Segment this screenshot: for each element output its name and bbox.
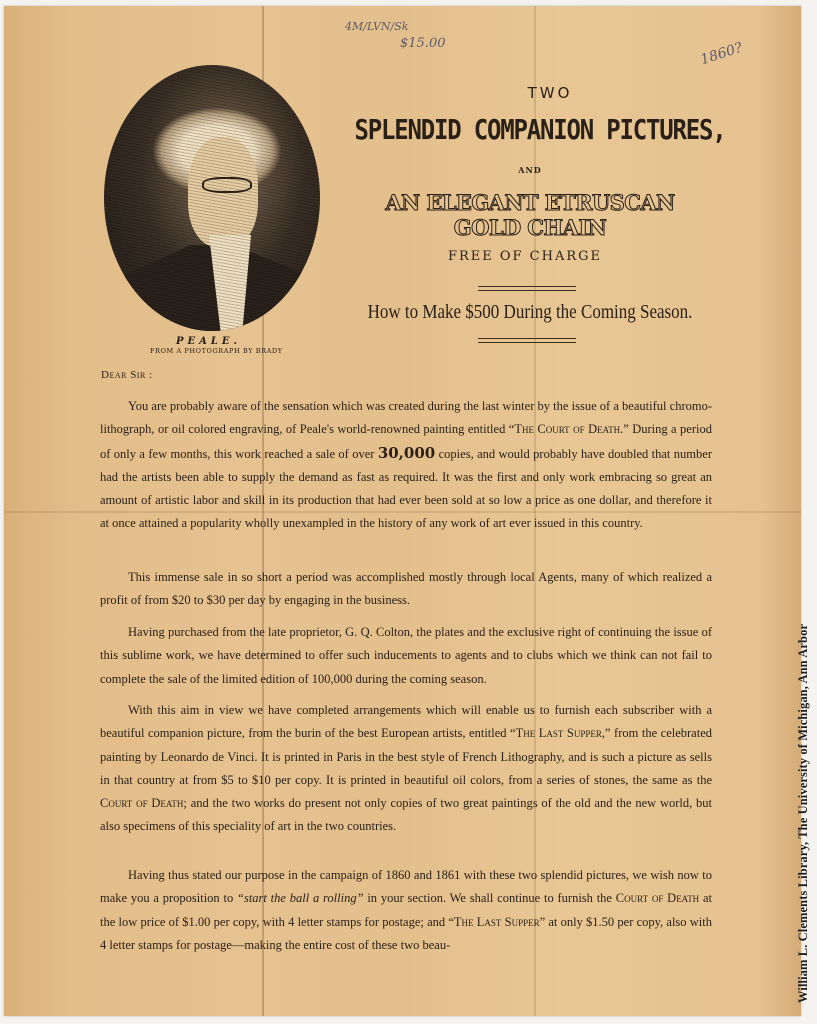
paragraph-5 [100, 864, 712, 957]
portrait-caption-source: FROM A PHOTOGRAPH BY BRADY [150, 347, 283, 355]
text-run: Having thus stated our purpose in the campaign of 1860 and 1861 with these two splendid pictures, we wish now to make you a proposition to [100, 868, 712, 906]
heading-and: AND [518, 165, 542, 175]
text-run: You are probably aware of the sensation which was created during the last winter by the issue of a beautiful chromo-lithograph, or oil colored engraving, of Peale's world-renowned painting entitled “ [100, 399, 712, 437]
heading-free-of-charge: FREE OF CHARGE [447, 249, 603, 264]
text-run: ” at only $1.50 per copy, also with 4 letter stamps for postage—making the entire cost of these two beau- [100, 914, 712, 952]
paragraph-text: Having purchased from the late proprietor, G. Q. Colton, the plates and the exclusive right of continuing the issue of this sublime work, we have determined to offer such inducements to agents and to clubs which we think can not fail to complete the sale of the limited edition of 100,000 during the coming season. [100, 625, 712, 686]
divider-rule [478, 338, 576, 343]
portrait-engraving [104, 65, 322, 335]
paragraph-1 [100, 395, 712, 536]
title-court-of-death: The Court of Death. [514, 422, 624, 437]
text-run: copies, and would probably have doubled that number had the artists been able to supply the demand as fast as required. It was the first and only work embracing so great an amount of artistic labor and skill in its production that had ever been sold at so low a price as one dollar, and therefore it at once attained a popularity wholly unexampled in the history of any work of art ever issued in this country. [100, 446, 712, 531]
portrait-oval [104, 65, 320, 331]
text-run: ; and the two works do present not only copies of two great paintings of the old and the new world, but also specimens of this speciality of art in the two countries. [100, 796, 713, 834]
portrait-caption-name: PEALE. [176, 336, 242, 347]
handwritten-price-note: $15.00 [400, 36, 446, 51]
paragraph-text: This immense sale in so short a period was accomplished mostly through local Agents, many of which realized a profit of from $20 to $30 per day by engaging in the business. [100, 570, 712, 608]
heading-title: SPLENDID COMPANION PICTURES, [354, 113, 726, 147]
copies-sold-figure: 30,000 [377, 443, 436, 462]
title-court-of-death: Court of Death [100, 796, 184, 811]
handwritten-catalog-note: 4M/LVN/Sk [345, 20, 409, 33]
paragraph-4 [100, 699, 712, 839]
paragraph-2 [100, 566, 712, 613]
divider-rule [478, 286, 576, 291]
quoted-phrase: “start the ball a rolling” [237, 891, 364, 906]
heading-gold-chain: AN ELEGANT ETRUSCAN GOLD CHAIN [385, 190, 675, 240]
title-last-supper: The Last Supper [453, 914, 540, 929]
text-run: ” During a period of only a few months, this work reached a sale of over [100, 422, 712, 461]
title-last-supper: The Last Supper, [515, 726, 605, 741]
paragraph-3 [100, 621, 712, 691]
heading-two: TWO [527, 84, 573, 102]
salutation: Dear Sir : [101, 369, 153, 381]
title-court-of-death: Court of Death [615, 891, 700, 906]
text-run: at the low price of $1.00 per copy, with 4 letter stamps for postage; and “ [100, 891, 712, 929]
library-credit-line: William L. Clements Library, The University of Michigan, Ann Arbor [796, 623, 810, 1003]
text-run: With this aim in view we have completed arrangements which will enable us to furnish each subscriber with a beautiful companion picture, from the burin of the best European artists, entitled “ [100, 703, 712, 741]
text-run: ” from the celebrated painting by Leonardo de Vinci. It is printed in Paris in the best style of French Lithography, and is such a picture as sells in that country at from $5 to $10 per copy. It is printed in beautiful oil colors, from a series of stones, the same as the [100, 726, 712, 787]
heading-how-to-make: How to Make $500 During the Coming Season. [367, 300, 693, 323]
handwritten-date-note: 1860? [698, 39, 745, 69]
text-run: in your section. We shall continue to furnish the [363, 891, 616, 906]
